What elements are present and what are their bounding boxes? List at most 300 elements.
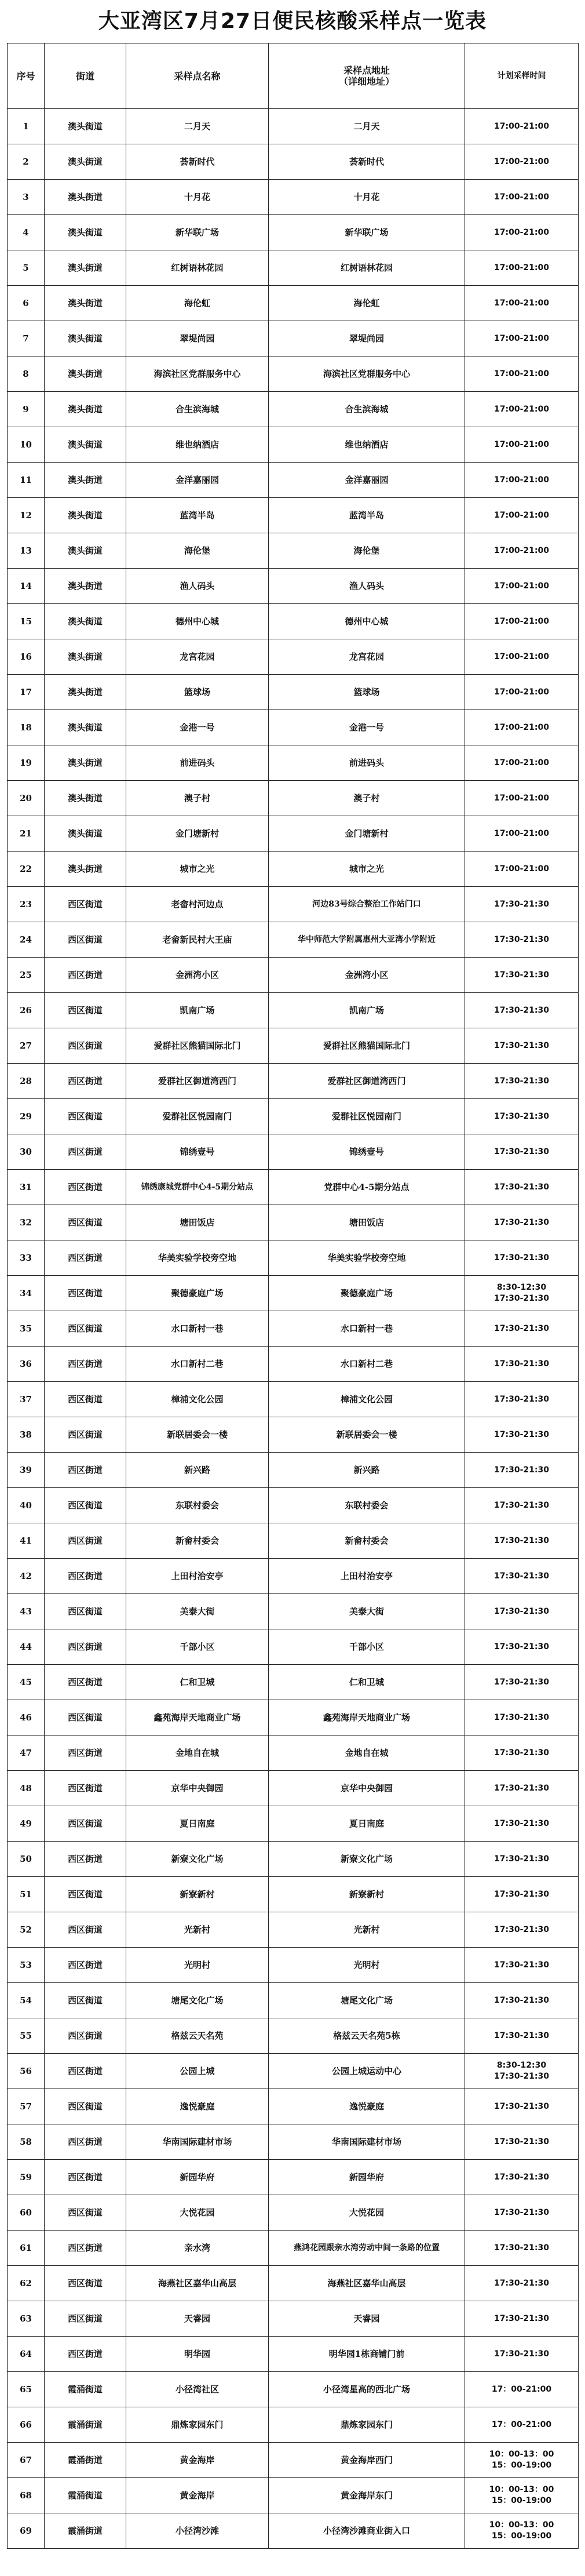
cell-no: 49 (8, 1806, 45, 1842)
cell-street: 西区街道 (45, 1453, 126, 1488)
cell-street: 澳头街道 (45, 569, 126, 604)
table-row (8, 1382, 579, 1417)
cell-name: 新园华府 (126, 2160, 269, 2195)
cell-time: 17:30-21:30 (465, 887, 579, 922)
header-address: 采样点地址 （详细地址） (269, 43, 465, 109)
cell-name: 新兴路 (126, 1453, 269, 1488)
cell-street: 西区街道 (45, 1276, 126, 1311)
cell-time: 17:00-21:00 (465, 463, 579, 498)
cell-address: 蓝湾半岛 (269, 498, 465, 533)
cell-time: 17:30-21:30 (465, 2160, 579, 2195)
cell-name: 华南国际建材市场 (126, 2124, 269, 2160)
cell-time: 17:00-21:00 (465, 498, 579, 533)
cell-name: 锦绣壹号 (126, 1134, 269, 1170)
cell-street: 澳头街道 (45, 109, 126, 144)
cell-no: 48 (8, 1771, 45, 1806)
table-row (8, 781, 579, 816)
cell-address: 樟浦文化公园 (269, 1382, 465, 1417)
cell-street: 西区街道 (45, 1205, 126, 1240)
cell-address: 格兹云天名苑5栋 (269, 2018, 465, 2054)
cell-name: 爱群社区熊猫国际北门 (126, 1028, 269, 1064)
cell-no: 13 (8, 533, 45, 569)
cell-address: 合生滨海城 (269, 392, 465, 427)
table-row (8, 144, 579, 180)
cell-time: 17:30-21:30 (465, 1311, 579, 1347)
table-row (8, 1806, 579, 1842)
cell-name: 水口新村二巷 (126, 1347, 269, 1382)
cell-name: 维也纳酒店 (126, 427, 269, 463)
table-row (8, 1842, 579, 1877)
cell-no: 50 (8, 1842, 45, 1877)
cell-name: 新联居委会一楼 (126, 1417, 269, 1453)
cell-address: 塘田饭店 (269, 1205, 465, 1240)
cell-name: 澳子村 (126, 781, 269, 816)
cell-no: 26 (8, 993, 45, 1028)
cell-time: 17:30-21:30 (465, 1735, 579, 1771)
cell-street: 西区街道 (45, 2301, 126, 2337)
cell-street: 西区街道 (45, 1417, 126, 1453)
table-row (8, 675, 579, 710)
cell-address: 夏日南庭 (269, 1806, 465, 1842)
table-row (8, 498, 579, 533)
cell-address: 金洋嘉丽园 (269, 463, 465, 498)
cell-time: 17:30-21:30 (465, 1771, 579, 1806)
table-row (8, 2195, 579, 2231)
cell-address: 华中师范大学附属惠州大亚湾小学附近 (269, 922, 465, 958)
table-row (8, 2443, 579, 2478)
table-row (8, 1559, 579, 1594)
table-row (8, 215, 579, 250)
cell-time: 17:30-21:30 (465, 1700, 579, 1735)
cell-street: 西区街道 (45, 993, 126, 1028)
cell-street: 西区街道 (45, 1735, 126, 1771)
header-time: 计划采样时间 (465, 43, 579, 109)
cell-street: 澳头街道 (45, 356, 126, 392)
cell-no: 16 (8, 639, 45, 675)
cell-no: 38 (8, 1417, 45, 1453)
header-name: 采样点名称 (126, 43, 269, 109)
cell-street: 澳头街道 (45, 533, 126, 569)
cell-time: 17:30-21:30 (465, 1912, 579, 1948)
cell-time: 17:00-21:00 (465, 180, 579, 215)
cell-street: 西区街道 (45, 2337, 126, 2372)
cell-street: 西区街道 (45, 887, 126, 922)
cell-no: 47 (8, 1735, 45, 1771)
cell-street: 西区街道 (45, 2266, 126, 2301)
cell-time: 17:00-21:00 (465, 356, 579, 392)
cell-name: 樟浦文化公园 (126, 1382, 269, 1417)
table-row (8, 2231, 579, 2266)
cell-time: 17:00-21:00 (465, 427, 579, 463)
cell-name: 蓝湾半岛 (126, 498, 269, 533)
cell-no: 57 (8, 2089, 45, 2124)
header-no: 序号 (8, 43, 45, 109)
cell-street: 西区街道 (45, 1523, 126, 1559)
table-row (8, 639, 579, 675)
cell-address: 黄金海岸西门 (269, 2443, 465, 2478)
cell-address: 上田村治安亭 (269, 1559, 465, 1594)
cell-street: 西区街道 (45, 1842, 126, 1877)
table-row (8, 816, 579, 852)
cell-no: 51 (8, 1877, 45, 1912)
cell-no: 23 (8, 887, 45, 922)
cell-time: 17:30-21:30 (465, 1488, 579, 1523)
cell-address: 党群中心4-5期分站点 (269, 1170, 465, 1205)
cell-address: 新园华府 (269, 2160, 465, 2195)
cell-address: 爱群社区御道湾西门 (269, 1064, 465, 1099)
cell-no: 32 (8, 1205, 45, 1240)
cell-street: 澳头街道 (45, 463, 126, 498)
table-row (8, 533, 579, 569)
cell-no: 24 (8, 922, 45, 958)
cell-time: 17:30-21:30 (465, 993, 579, 1028)
table-row (8, 2054, 579, 2089)
cell-time: 17:30-21:30 (465, 2195, 579, 2231)
cell-street: 霞涌街道 (45, 2513, 126, 2549)
cell-address: 金门塘新村 (269, 816, 465, 852)
cell-address: 京华中央御园 (269, 1771, 465, 1806)
cell-name: 城市之光 (126, 852, 269, 887)
cell-street: 霞涌街道 (45, 2407, 126, 2443)
cell-name: 新寮新村 (126, 1877, 269, 1912)
cell-time: 17:30-21:30 (465, 1099, 579, 1134)
cell-name: 金门塘新村 (126, 816, 269, 852)
cell-name: 塘田饭店 (126, 1205, 269, 1240)
cell-name: 水口新村一巷 (126, 1311, 269, 1347)
cell-street: 西区街道 (45, 1382, 126, 1417)
cell-address: 华南国际建材市场 (269, 2124, 465, 2160)
cell-no: 4 (8, 215, 45, 250)
cell-address: 红树语林花园 (269, 250, 465, 286)
table-row (8, 1877, 579, 1912)
cell-time: 10：00-13：00 15：00-19:00 (465, 2513, 579, 2549)
cell-address: 凯南广场 (269, 993, 465, 1028)
cell-address: 鼎炼家园东门 (269, 2407, 465, 2443)
cell-address: 水口新村一巷 (269, 1311, 465, 1347)
cell-time: 17:00-21:00 (465, 710, 579, 745)
cell-address: 黄金海岸东门 (269, 2478, 465, 2513)
cell-time: 17:00-21:00 (465, 250, 579, 286)
table-row (8, 250, 579, 286)
cell-time: 17:30-21:30 (465, 2018, 579, 2054)
cell-no: 7 (8, 321, 45, 356)
cell-address: 篮球场 (269, 675, 465, 710)
table-row (8, 604, 579, 639)
cell-address: 十月花 (269, 180, 465, 215)
cell-time: 17:30-21:30 (465, 1629, 579, 1665)
cell-address: 小径湾星高的西北广场 (269, 2372, 465, 2407)
cell-no: 68 (8, 2478, 45, 2513)
cell-street: 西区街道 (45, 2160, 126, 2195)
cell-name: 公园上城 (126, 2054, 269, 2089)
table-row (8, 1665, 579, 1700)
cell-address: 锦绣壹号 (269, 1134, 465, 1170)
cell-name: 华美实验学校旁空地 (126, 1240, 269, 1276)
cell-no: 33 (8, 1240, 45, 1276)
cell-address: 河边83号综合整治工作站门口 (269, 887, 465, 922)
cell-address: 龙宫花园 (269, 639, 465, 675)
cell-time: 17:30-21:30 (465, 1170, 579, 1205)
cell-no: 1 (8, 109, 45, 144)
cell-address: 水口新村二巷 (269, 1347, 465, 1382)
cell-time: 17:00-21:00 (465, 745, 579, 781)
cell-time: 17:00-21:00 (465, 816, 579, 852)
table-row (8, 1276, 579, 1311)
table-row (8, 993, 579, 1028)
cell-no: 69 (8, 2513, 45, 2549)
cell-name: 逸悦豪庭 (126, 2089, 269, 2124)
cell-address: 华美实验学校旁空地 (269, 1240, 465, 1276)
cell-no: 39 (8, 1453, 45, 1488)
cell-name: 金地自在城 (126, 1735, 269, 1771)
cell-street: 澳头街道 (45, 675, 126, 710)
table-row (8, 569, 579, 604)
cell-name: 塘尾文化广场 (126, 1983, 269, 2018)
cell-no: 8 (8, 356, 45, 392)
cell-no: 6 (8, 286, 45, 321)
sampling-points-table (7, 43, 579, 2549)
table-row (8, 1735, 579, 1771)
cell-time: 10：00-13：00 15：00-19:00 (465, 2478, 579, 2513)
cell-street: 澳头街道 (45, 250, 126, 286)
table-row (8, 1134, 579, 1170)
cell-address: 海滨社区党群服务中心 (269, 356, 465, 392)
cell-no: 55 (8, 2018, 45, 2054)
cell-street: 西区街道 (45, 1028, 126, 1064)
cell-no: 64 (8, 2337, 45, 2372)
cell-address: 大悦花园 (269, 2195, 465, 2231)
cell-name: 合生滨海城 (126, 392, 269, 427)
cell-no: 43 (8, 1594, 45, 1629)
cell-time: 17:30-21:30 (465, 2337, 579, 2372)
cell-time: 17:00-21:00 (465, 639, 579, 675)
cell-no: 35 (8, 1311, 45, 1347)
table-header-row (8, 43, 579, 109)
cell-name: 格兹云天名苑 (126, 2018, 269, 2054)
table-row (8, 2372, 579, 2407)
cell-address: 海伦堡 (269, 533, 465, 569)
cell-no: 15 (8, 604, 45, 639)
cell-street: 西区街道 (45, 1948, 126, 1983)
cell-address: 新华联广场 (269, 215, 465, 250)
cell-name: 小径湾社区 (126, 2372, 269, 2407)
cell-no: 42 (8, 1559, 45, 1594)
cell-street: 西区街道 (45, 1347, 126, 1382)
cell-name: 红树语林花园 (126, 250, 269, 286)
cell-no: 9 (8, 392, 45, 427)
table-row (8, 1453, 579, 1488)
cell-street: 西区街道 (45, 2231, 126, 2266)
cell-time: 17:30-21:30 (465, 1877, 579, 1912)
cell-name: 二月天 (126, 109, 269, 144)
cell-street: 西区街道 (45, 1877, 126, 1912)
cell-time: 17:30-21:30 (465, 1347, 579, 1382)
table-row (8, 1771, 579, 1806)
cell-no: 3 (8, 180, 45, 215)
cell-name: 海伦虹 (126, 286, 269, 321)
cell-time: 17:30-21:30 (465, 1948, 579, 1983)
cell-name: 凯南广场 (126, 993, 269, 1028)
cell-address: 维也纳酒店 (269, 427, 465, 463)
cell-time: 17：00-21:00 (465, 2372, 579, 2407)
table-row (8, 852, 579, 887)
page-title: 大亚湾区7月27日便民核酸采样点一览表 (98, 9, 487, 33)
cell-no: 22 (8, 852, 45, 887)
cell-street: 西区街道 (45, 2195, 126, 2231)
cell-name: 新畲村委会 (126, 1523, 269, 1559)
cell-address: 金地自在城 (269, 1735, 465, 1771)
table-row (8, 2089, 579, 2124)
cell-time: 17:30-21:30 (465, 1382, 579, 1417)
cell-name: 千部小区 (126, 1629, 269, 1665)
cell-name: 篮球场 (126, 675, 269, 710)
table-row (8, 286, 579, 321)
cell-time: 17:00-21:00 (465, 533, 579, 569)
cell-no: 67 (8, 2443, 45, 2478)
cell-time: 17:00-21:00 (465, 781, 579, 816)
cell-address: 海伦虹 (269, 286, 465, 321)
table-row (8, 180, 579, 215)
cell-no: 11 (8, 463, 45, 498)
cell-address: 爱群社区熊猫国际北门 (269, 1028, 465, 1064)
table-row (8, 887, 579, 922)
table-row (8, 2513, 579, 2549)
cell-time: 17:30-21:30 (465, 1665, 579, 1700)
cell-no: 66 (8, 2407, 45, 2443)
cell-no: 53 (8, 1948, 45, 1983)
cell-no: 12 (8, 498, 45, 533)
cell-no: 52 (8, 1912, 45, 1948)
cell-address: 爱群社区悦园南门 (269, 1099, 465, 1134)
cell-name: 老畲新民村大王庙 (126, 922, 269, 958)
table-row (8, 1629, 579, 1665)
table-row (8, 2266, 579, 2301)
cell-time: 10：00-13：00 15：00-19:00 (465, 2443, 579, 2478)
cell-time: 17:30-21:30 (465, 2231, 579, 2266)
cell-street: 西区街道 (45, 922, 126, 958)
table-row (8, 356, 579, 392)
table-row (8, 463, 579, 498)
table-row (8, 745, 579, 781)
cell-street: 西区街道 (45, 1983, 126, 2018)
cell-name: 龙宫花园 (126, 639, 269, 675)
cell-no: 27 (8, 1028, 45, 1064)
cell-address: 小径湾沙滩商业街入口 (269, 2513, 465, 2549)
cell-time: 17:30-21:30 (465, 1240, 579, 1276)
cell-name: 老畲村河边点 (126, 887, 269, 922)
table-row (8, 2301, 579, 2337)
cell-no: 41 (8, 1523, 45, 1559)
cell-time: 17:00-21:00 (465, 604, 579, 639)
cell-name: 光新村 (126, 1912, 269, 1948)
table-row (8, 1700, 579, 1735)
cell-time: 17：00-21:00 (465, 2407, 579, 2443)
cell-name: 黄金海岸 (126, 2478, 269, 2513)
cell-time: 17:30-21:30 (465, 1028, 579, 1064)
cell-time: 17:00-21:00 (465, 109, 579, 144)
cell-name: 天睿园 (126, 2301, 269, 2337)
cell-name: 新寮文化广场 (126, 1842, 269, 1877)
table-row (8, 2337, 579, 2372)
cell-name: 锦绣康城党群中心4-5期分站点 (126, 1170, 269, 1205)
table-row (8, 2018, 579, 2054)
cell-name: 小径湾沙滩 (126, 2513, 269, 2549)
cell-address: 燕鸿花园跟亲水湾劳动中间一条路的位置 (269, 2231, 465, 2266)
cell-no: 34 (8, 1276, 45, 1311)
cell-street: 澳头街道 (45, 816, 126, 852)
cell-street: 西区街道 (45, 1170, 126, 1205)
cell-street: 西区街道 (45, 1806, 126, 1842)
table-row (8, 1347, 579, 1382)
cell-street: 澳头街道 (45, 745, 126, 781)
table-row (8, 1983, 579, 2018)
table-row (8, 1205, 579, 1240)
table-row (8, 1170, 579, 1205)
cell-address: 美泰大街 (269, 1594, 465, 1629)
cell-name: 荟新时代 (126, 144, 269, 180)
cell-street: 澳头街道 (45, 215, 126, 250)
cell-time: 17:30-21:30 (465, 1594, 579, 1629)
cell-no: 17 (8, 675, 45, 710)
cell-street: 西区街道 (45, 2018, 126, 2054)
cell-name: 明华园 (126, 2337, 269, 2372)
cell-street: 澳头街道 (45, 498, 126, 533)
table-row (8, 1311, 579, 1347)
cell-time: 17:30-21:30 (465, 922, 579, 958)
cell-name: 金洋嘉丽园 (126, 463, 269, 498)
cell-street: 澳头街道 (45, 286, 126, 321)
cell-no: 19 (8, 745, 45, 781)
cell-time: 17:30-21:30 (465, 2124, 579, 2160)
cell-street: 霞涌街道 (45, 2372, 126, 2407)
cell-street: 西区街道 (45, 1311, 126, 1347)
cell-street: 西区街道 (45, 2089, 126, 2124)
cell-street: 霞涌街道 (45, 2478, 126, 2513)
cell-no: 58 (8, 2124, 45, 2160)
table-row (8, 1099, 579, 1134)
cell-no: 28 (8, 1064, 45, 1099)
cell-time: 17:30-21:30 (465, 1205, 579, 1240)
cell-address: 新畲村委会 (269, 1523, 465, 1559)
cell-time: 17:30-21:30 (465, 1559, 579, 1594)
cell-no: 59 (8, 2160, 45, 2195)
cell-time: 17:30-21:30 (465, 1983, 579, 2018)
cell-name: 聚德豪庭广场 (126, 1276, 269, 1311)
table-row (8, 1488, 579, 1523)
cell-address: 荟新时代 (269, 144, 465, 180)
cell-no: 5 (8, 250, 45, 286)
cell-no: 61 (8, 2231, 45, 2266)
cell-no: 54 (8, 1983, 45, 2018)
cell-address: 仁和卫城 (269, 1665, 465, 1700)
cell-no: 44 (8, 1629, 45, 1665)
table-row (8, 427, 579, 463)
cell-name: 美泰大街 (126, 1594, 269, 1629)
cell-no: 60 (8, 2195, 45, 2231)
cell-street: 西区街道 (45, 958, 126, 993)
cell-no: 29 (8, 1099, 45, 1134)
cell-time: 17:30-21:30 (465, 2266, 579, 2301)
cell-name: 前进码头 (126, 745, 269, 781)
cell-name: 鼎炼家园东门 (126, 2407, 269, 2443)
cell-name: 东联村委会 (126, 1488, 269, 1523)
cell-no: 46 (8, 1700, 45, 1735)
cell-no: 30 (8, 1134, 45, 1170)
cell-address: 新寮文化广场 (269, 1842, 465, 1877)
cell-address: 光明村 (269, 1948, 465, 1983)
cell-street: 澳头街道 (45, 427, 126, 463)
cell-no: 10 (8, 427, 45, 463)
